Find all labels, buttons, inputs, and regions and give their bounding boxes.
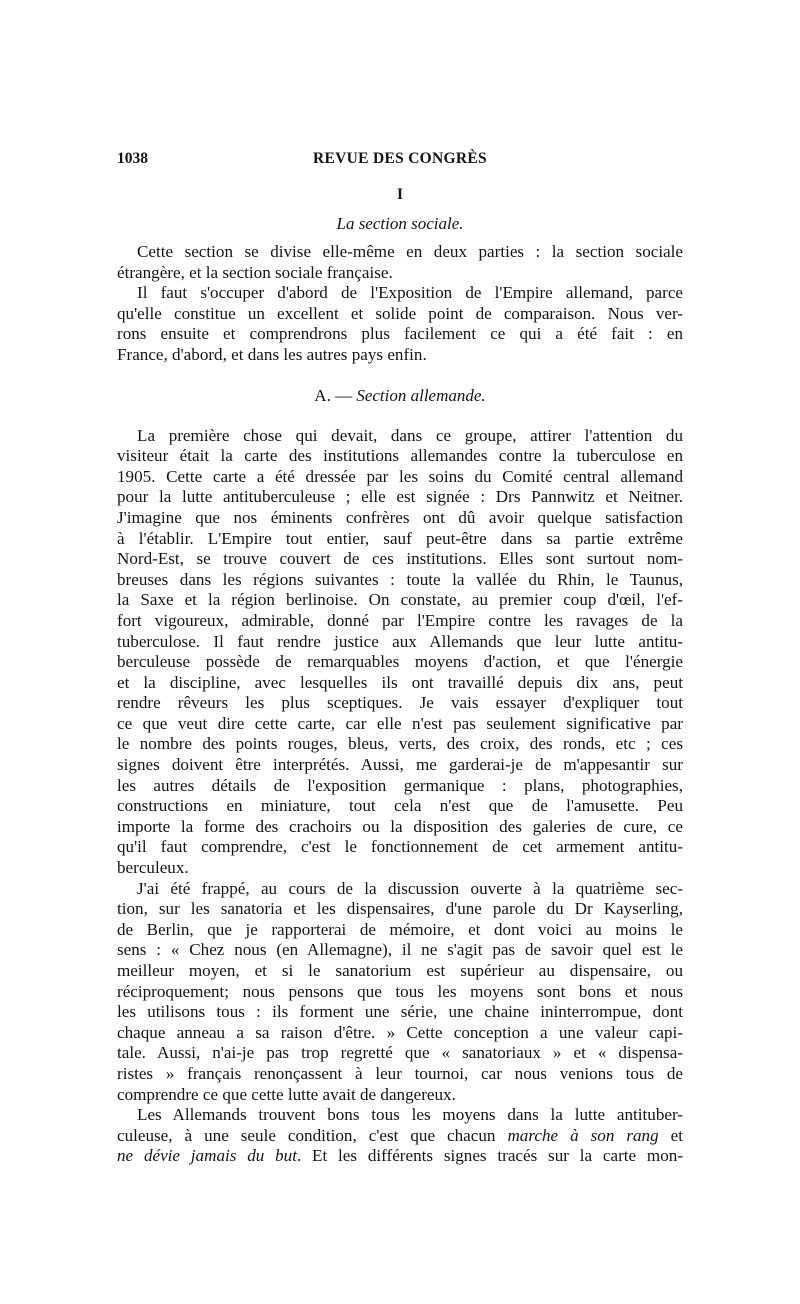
text-line: 1905. Cette carte a été dressée par les soins du Comité central allemand: [117, 466, 683, 486]
section-number: I: [396, 186, 404, 203]
text-line: [117, 1146, 683, 1167]
text-line: les utilisons tous : ils forment une série, une chaine ininterrompue, dont: [117, 1002, 683, 1022]
text-line: Les Allemands trouvent bons tous les moyens dans la lutte antituber-: [137, 1105, 683, 1125]
body-paragraph-2: [117, 879, 683, 1106]
text-line: berculeux.: [117, 858, 189, 878]
text-line: et la discipline, avec lesquelles ils ont travaillé depuis dix ans, peut: [117, 672, 683, 692]
text-line: tion, sur les sanatoria et les dispensaires, d'une parole du Dr Kayserling,: [117, 899, 683, 919]
text-line: réciproquement; nous pensons que tous les moyens sont bons et nous: [117, 981, 683, 1001]
subsection-heading: [117, 386, 683, 414]
book-page: [117, 150, 683, 1167]
text-line: J'ai été frappé, au cours de la discussion ouverte à la quatrième sec-: [137, 878, 683, 898]
text-line: La première chose qui devait, dans ce groupe, attirer l'attention du: [137, 425, 683, 445]
text-line: le nombre des points rouges, bleus, verts, des croix, des ronds, etc ; ces: [117, 734, 683, 754]
emphasis-run: marche à son rang: [507, 1125, 659, 1145]
intro-paragraph-2: [117, 283, 683, 365]
text-line: rons ensuite et comprendrons plus facilement ce qui a été fait : en: [117, 324, 683, 344]
text-line: tale. Aussi, n'ai-je pas trop regretté que « sanatoriaux » et « dispensa-: [117, 1043, 683, 1063]
text-line: berculeuse possède de remarquables moyens d'action, et que l'énergie: [117, 652, 683, 672]
text-line: comprendre ce que cette lutte avait de dangereux.: [117, 1084, 456, 1104]
text-line: sens : « Chez nous (en Allemagne), il ne s'agit pas de savoir quel est le: [117, 940, 683, 960]
running-head: [117, 150, 683, 176]
text-line: à l'établir. L'Empire tout entier, sauf peut-être dans sa partie extrême: [117, 528, 683, 548]
text-line: constructions en miniature, tout cela n'est que de l'amusette. Peu: [117, 796, 683, 816]
section-title: La section sociale.: [336, 214, 464, 233]
text-line: ristes » français renonçassent à leur tournoi, car nous venions tous de: [117, 1063, 683, 1083]
text-line: de Berlin, que je rapporterai de mémoire, et dont voici au moins le: [117, 919, 683, 939]
text-line: J'imagine que nos éminents confrères ont dû avoir quelque satisfaction: [117, 507, 683, 527]
text-run: . Et les différents signes tracés sur la carte mon-: [296, 1146, 684, 1166]
subsection-title: Section allemande.: [356, 385, 486, 405]
page-number: 1038: [117, 150, 148, 167]
body-paragraph-3: [117, 1105, 683, 1167]
text-line: rendre rêveurs les plus sceptiques. Je vais essayer d'expliquer tout: [117, 693, 683, 713]
text-line: Nord-Est, se trouve couvert de ces institutions. Elles sont surtout nom-: [117, 549, 683, 569]
text-line: signes doivent être interprétés. Aussi, me garderai-je de m'appesantir sur: [117, 755, 683, 775]
text-line: qu'elle constitue un excellent et solide point de comparaison. Nous ver-: [117, 303, 683, 323]
text-run: et: [658, 1125, 683, 1145]
text-line: les autres détails de l'exposition germanique : plans, photographies,: [117, 775, 683, 795]
text-line: importe la forme des crachoirs ou la disposition des galeries de cure, ce: [117, 816, 683, 836]
text-line: pour la lutte antituberculeuse ; elle est signée : Drs Pannwitz et Neitner.: [117, 487, 683, 507]
text-line: visiteur était la carte des institutions allemandes contre la tuberculose en: [117, 446, 683, 466]
subsection-label: A. —: [314, 385, 357, 405]
emphasis-run: ne dévie jamais du but: [117, 1146, 297, 1166]
text-line: ce que veut dire cette carte, car elle n'est pas seulement significative par: [117, 713, 683, 733]
text-line: chaque anneau a sa raison d'être. » Cette conception a une valeur capi-: [117, 1022, 683, 1042]
text-line: tuberculose. Il faut rendre justice aux Allemands que leur lutte antitu-: [117, 631, 683, 651]
text-run: culeuse, à une seule condition, c'est que chacun: [117, 1125, 508, 1145]
text-line: fort vigoureux, admirable, donné par l'Empire contre les ravages de la: [117, 610, 683, 630]
text-line: [117, 1126, 683, 1147]
text-line: qu'il faut comprendre, c'est le fonctionnement de cet armement antitu-: [117, 837, 683, 857]
text-line: Cette section se divise elle-même en deux parties : la section sociale: [137, 242, 683, 261]
text-line: Il faut s'occuper d'abord de l'Exposition de l'Empire allemand, parce: [137, 283, 683, 303]
text-line: la Saxe et la région berlinoise. On constate, au premier coup d'œil, l'ef-: [117, 590, 683, 610]
text-line: meilleur moyen, et si le sanatorium est supérieur au dispensaire, ou: [117, 961, 683, 980]
running-title: REVUE DES CONGRÈS: [313, 150, 487, 167]
text-line: France, d'abord, et dans les autres pays enfin.: [117, 344, 427, 364]
body-paragraph-1: [117, 426, 683, 879]
intro-paragraph-1: [117, 242, 683, 283]
text-line: breuses dans les régions suivantes : toute la vallée du Rhin, le Taunus,: [117, 569, 683, 589]
text-line: étrangère, et la section sociale française.: [117, 262, 393, 282]
